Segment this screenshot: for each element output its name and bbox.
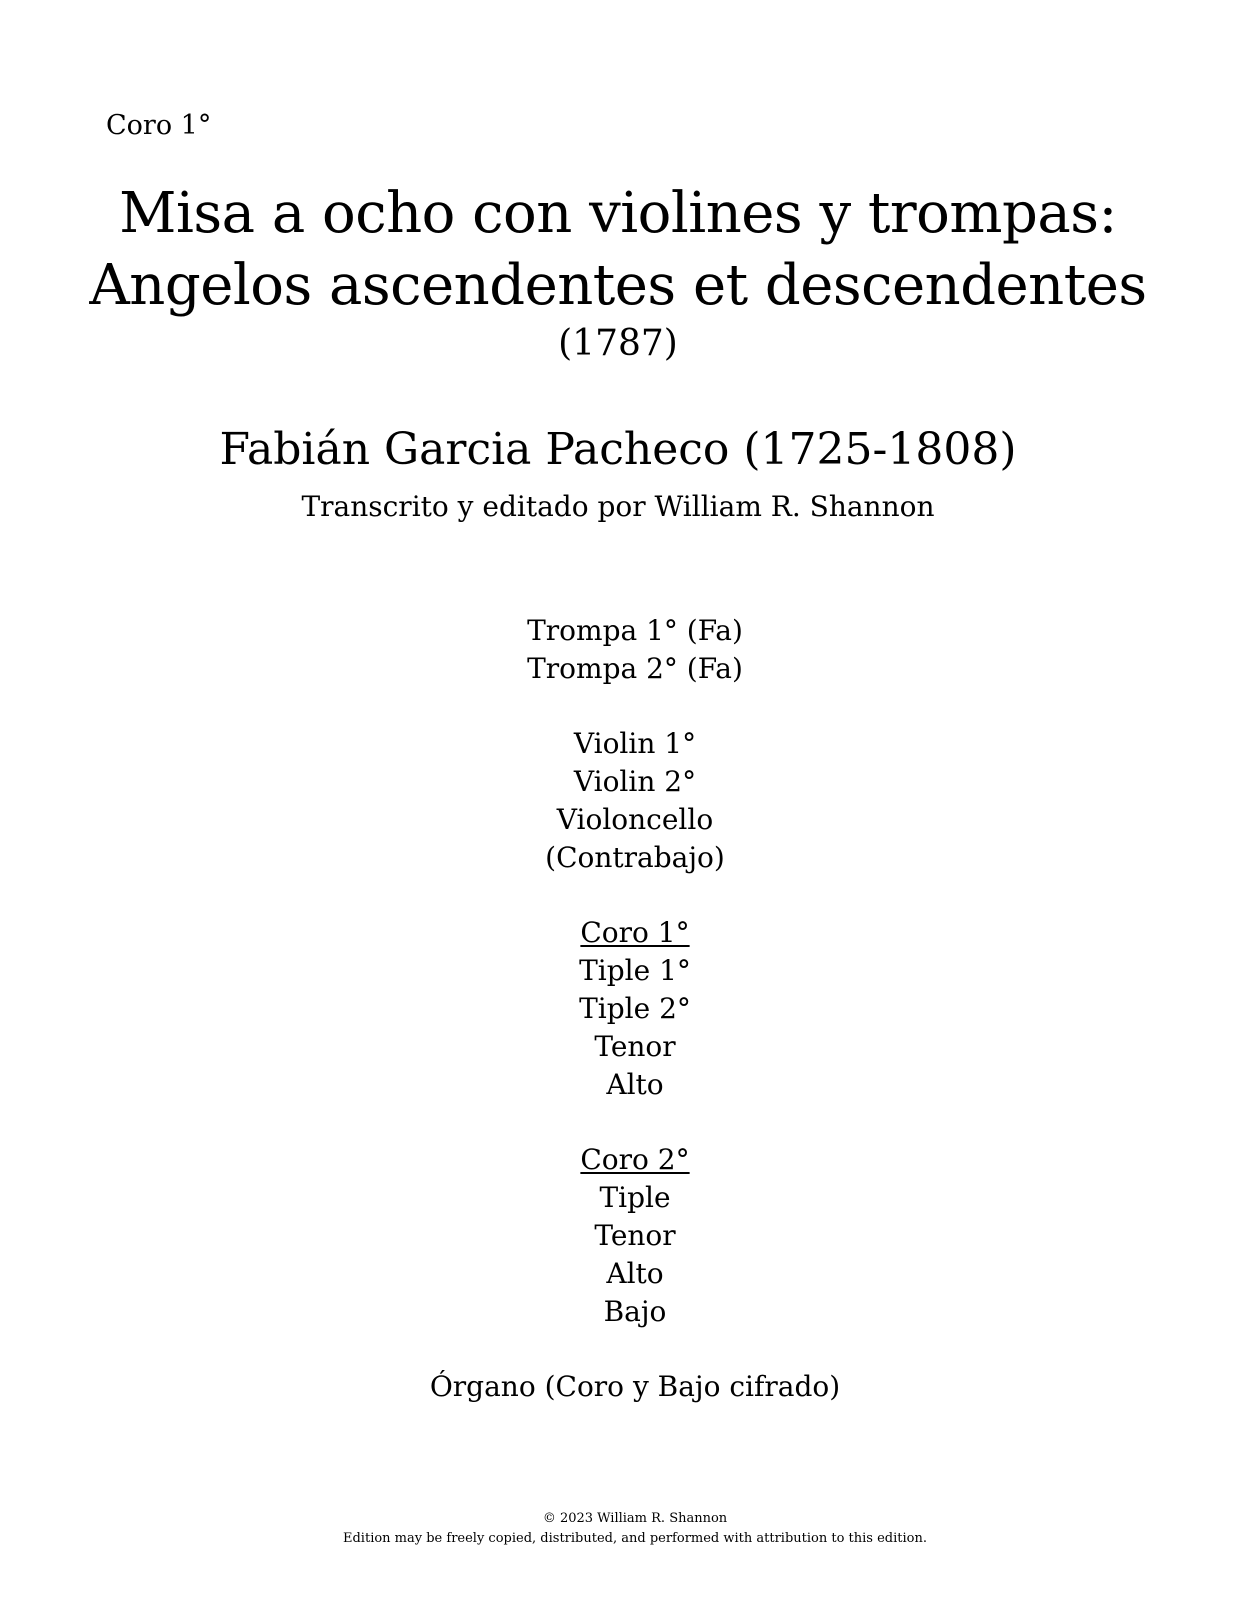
instrument-item: Violin 1° xyxy=(573,727,697,760)
composition-year: (1787) xyxy=(558,323,678,364)
footer xyxy=(0,1509,1236,1549)
voice-item: Bajo xyxy=(603,1295,667,1328)
choir2-group xyxy=(0,1141,1236,1331)
voice-item: Tiple 1° xyxy=(579,954,691,987)
organ-group xyxy=(0,1368,1236,1406)
instrumentation-list xyxy=(0,612,1236,1443)
copyright-notice: © 2023 William R. Shannon xyxy=(542,1511,728,1526)
choir1-heading: Coro 1° xyxy=(580,916,690,949)
composer: Fabián Garcia Pacheco (1725-1808) xyxy=(219,424,1017,475)
voice-item: Alto xyxy=(606,1257,664,1290)
instrument-item: Trompa 2° (Fa) xyxy=(527,652,743,685)
instrument-item: Órgano (Coro y Bajo cifrado) xyxy=(429,1370,841,1403)
instrument-item: (Contrabajo) xyxy=(545,841,725,874)
voice-item: Tiple xyxy=(599,1181,671,1214)
instrument-item: Violoncello xyxy=(556,803,714,836)
strings-group xyxy=(0,725,1236,877)
choir1-group xyxy=(0,914,1236,1104)
choir2-heading: Coro 2° xyxy=(580,1143,690,1176)
title-line-1: Misa a ocho con violines y trompas: xyxy=(119,181,1117,246)
voice-item: Tenor xyxy=(594,1030,676,1063)
instrument-item: Violin 2° xyxy=(573,765,697,798)
voice-item: Alto xyxy=(606,1068,664,1101)
title-block xyxy=(0,178,1236,366)
voice-item: Tenor xyxy=(594,1219,676,1252)
part-label: Coro 1° xyxy=(106,110,212,141)
editor-credit: Transcrito y editado por William R. Shannon xyxy=(301,490,935,523)
voice-item: Tiple 2° xyxy=(579,992,691,1025)
title-line-2: Angelos ascendentes et descendentes xyxy=(89,253,1147,318)
license-notice: Edition may be freely copied, distributed, and performed with attribution to this edition. xyxy=(343,1531,927,1546)
horns-group xyxy=(0,612,1236,688)
instrument-item: Trompa 1° (Fa) xyxy=(527,614,743,647)
